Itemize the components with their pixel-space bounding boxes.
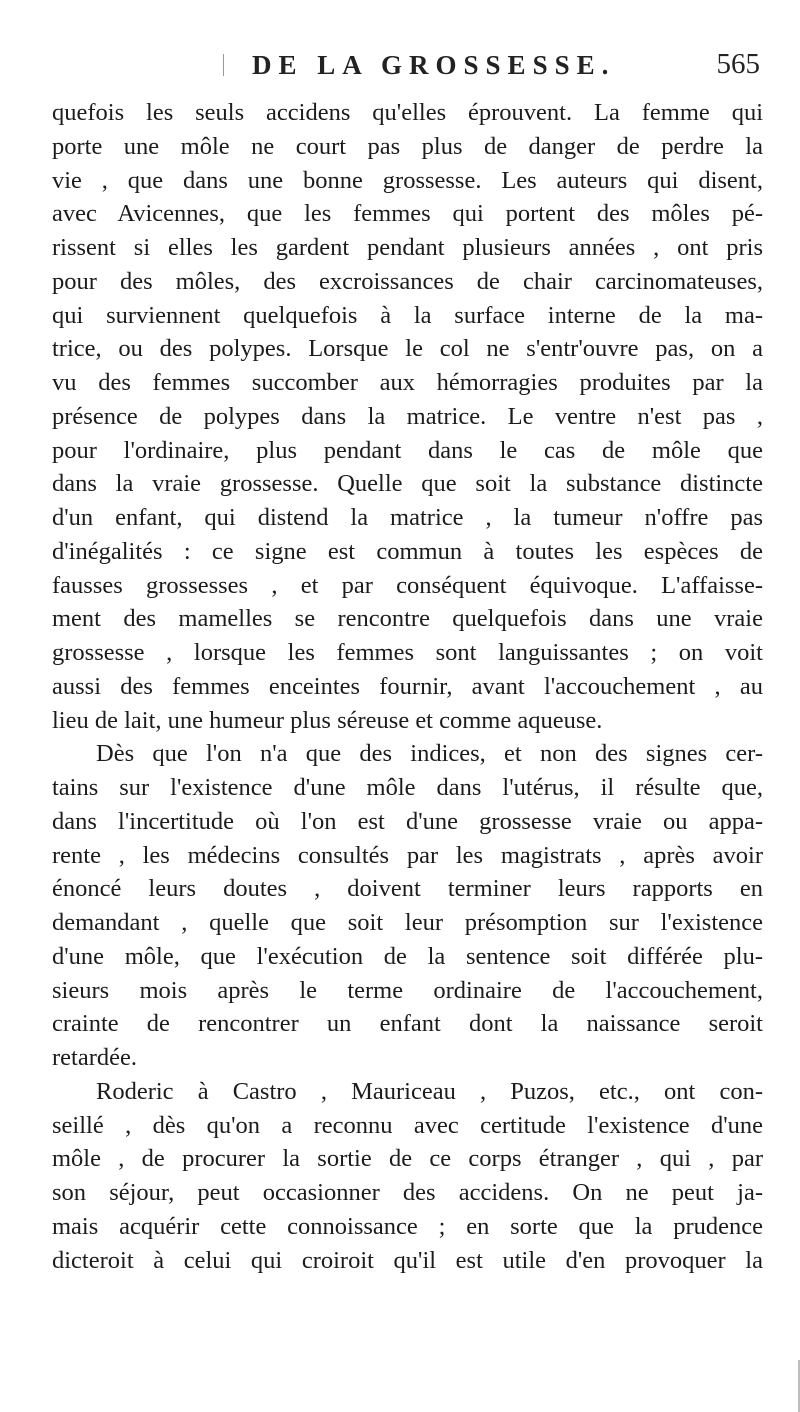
text-line: aussi des femmes enceintes fournir, avant l'accouchement , au xyxy=(52,672,763,700)
text-line: tains sur l'existence d'une môle dans l'utérus, il résulte que, xyxy=(52,774,763,801)
text-line: retardée. xyxy=(52,1044,137,1071)
text-line: crainte de rencontrer un enfant dont la naissance seroit xyxy=(52,1010,763,1038)
text-line: dicteroit à celui qui croiroit qu'il est utile d'en provoquer la xyxy=(52,1246,763,1274)
text-line: grossesse , lorsque les femmes sont languissantes ; on voit xyxy=(52,639,763,666)
text-line: môle , de procurer la sortie de ce corps étranger , qui , par xyxy=(52,1145,763,1173)
page-number: 565 xyxy=(716,48,760,80)
text-line: vu des femmes succomber aux hémorragies produites par la xyxy=(52,369,763,396)
text-line: lieu de lait, une humeur plus séreuse et comme aqueuse. xyxy=(52,706,603,734)
text-line: Roderic à Castro , Mauriceau , Puzos, etc., ont con- xyxy=(96,1077,763,1105)
text-line: avec Avicennes, que les femmes qui portent des môles pé- xyxy=(52,200,763,228)
text-line: sieurs mois après le terme ordinaire de l'accouchement, xyxy=(52,976,763,1004)
text-line: pour des môles, des excroissances de chair carcinomateuses, xyxy=(52,267,763,295)
text-line: qui surviennent quelquefois à la surface interne de la ma- xyxy=(52,301,763,329)
text-line: d'une môle, que l'exécution de la sentence soit différée plu- xyxy=(52,942,763,970)
text-line: porte une môle ne court pas plus de danger de perdre la xyxy=(52,132,763,160)
margin-mark xyxy=(223,54,224,76)
text-line: vie , que dans une bonne grossesse. Les auteurs qui disent, xyxy=(52,166,763,194)
text-line: Dès que l'on n'a que des indices, et non des signes cer- xyxy=(96,740,763,768)
text-line: ment des mamelles se rencontre quelquefois dans une vraie xyxy=(52,605,763,633)
text-line: énoncé leurs doutes , doivent terminer leurs rapports en xyxy=(52,875,763,903)
body-text xyxy=(52,96,763,1277)
text-line: dans la vraie grossesse. Quelle que soit la substance distincte xyxy=(52,470,763,498)
text-line: rente , les médecins consultés par les magistrats , après avoir xyxy=(52,841,763,869)
text-line: son séjour, peut occasionner des accidens. On ne peut ja- xyxy=(52,1179,763,1206)
text-line: d'inégalités : ce signe est commun à toutes les espèces de xyxy=(52,537,763,565)
text-line: d'un enfant, qui distend la matrice , la tumeur n'offre pas xyxy=(52,504,763,531)
text-line: mais acquérir cette connoissance ; en sorte que la prudence xyxy=(52,1212,763,1240)
text-line: trice, ou des polypes. Lorsque le col ne s'entr'ouvre pas, on a xyxy=(52,335,763,363)
page-header xyxy=(200,50,760,90)
text-line: rissent si elles les gardent pendant plusieurs années , ont pris xyxy=(52,234,763,261)
text-line: demandant , quelle que soit leur présomption sur l'existence xyxy=(52,909,763,936)
text-line: dans l'incertitude où l'on est d'une grossesse vraie ou appa- xyxy=(52,807,763,835)
text-line: pour l'ordinaire, plus pendant dans le cas de môle que xyxy=(52,436,763,464)
running-title: DE LA GROSSESSE. xyxy=(252,50,616,80)
text-line: quefois les seuls accidens qu'elles éprouvent. La femme qui xyxy=(52,99,763,126)
text-line: fausses grossesses , et par conséquent équivoque. L'affaisse- xyxy=(52,571,763,599)
text-line: présence de polypes dans la matrice. Le ventre n'est pas , xyxy=(52,402,763,430)
text-line: seillé , dès qu'on a reconnu avec certitude l'existence d'une xyxy=(52,1111,763,1139)
